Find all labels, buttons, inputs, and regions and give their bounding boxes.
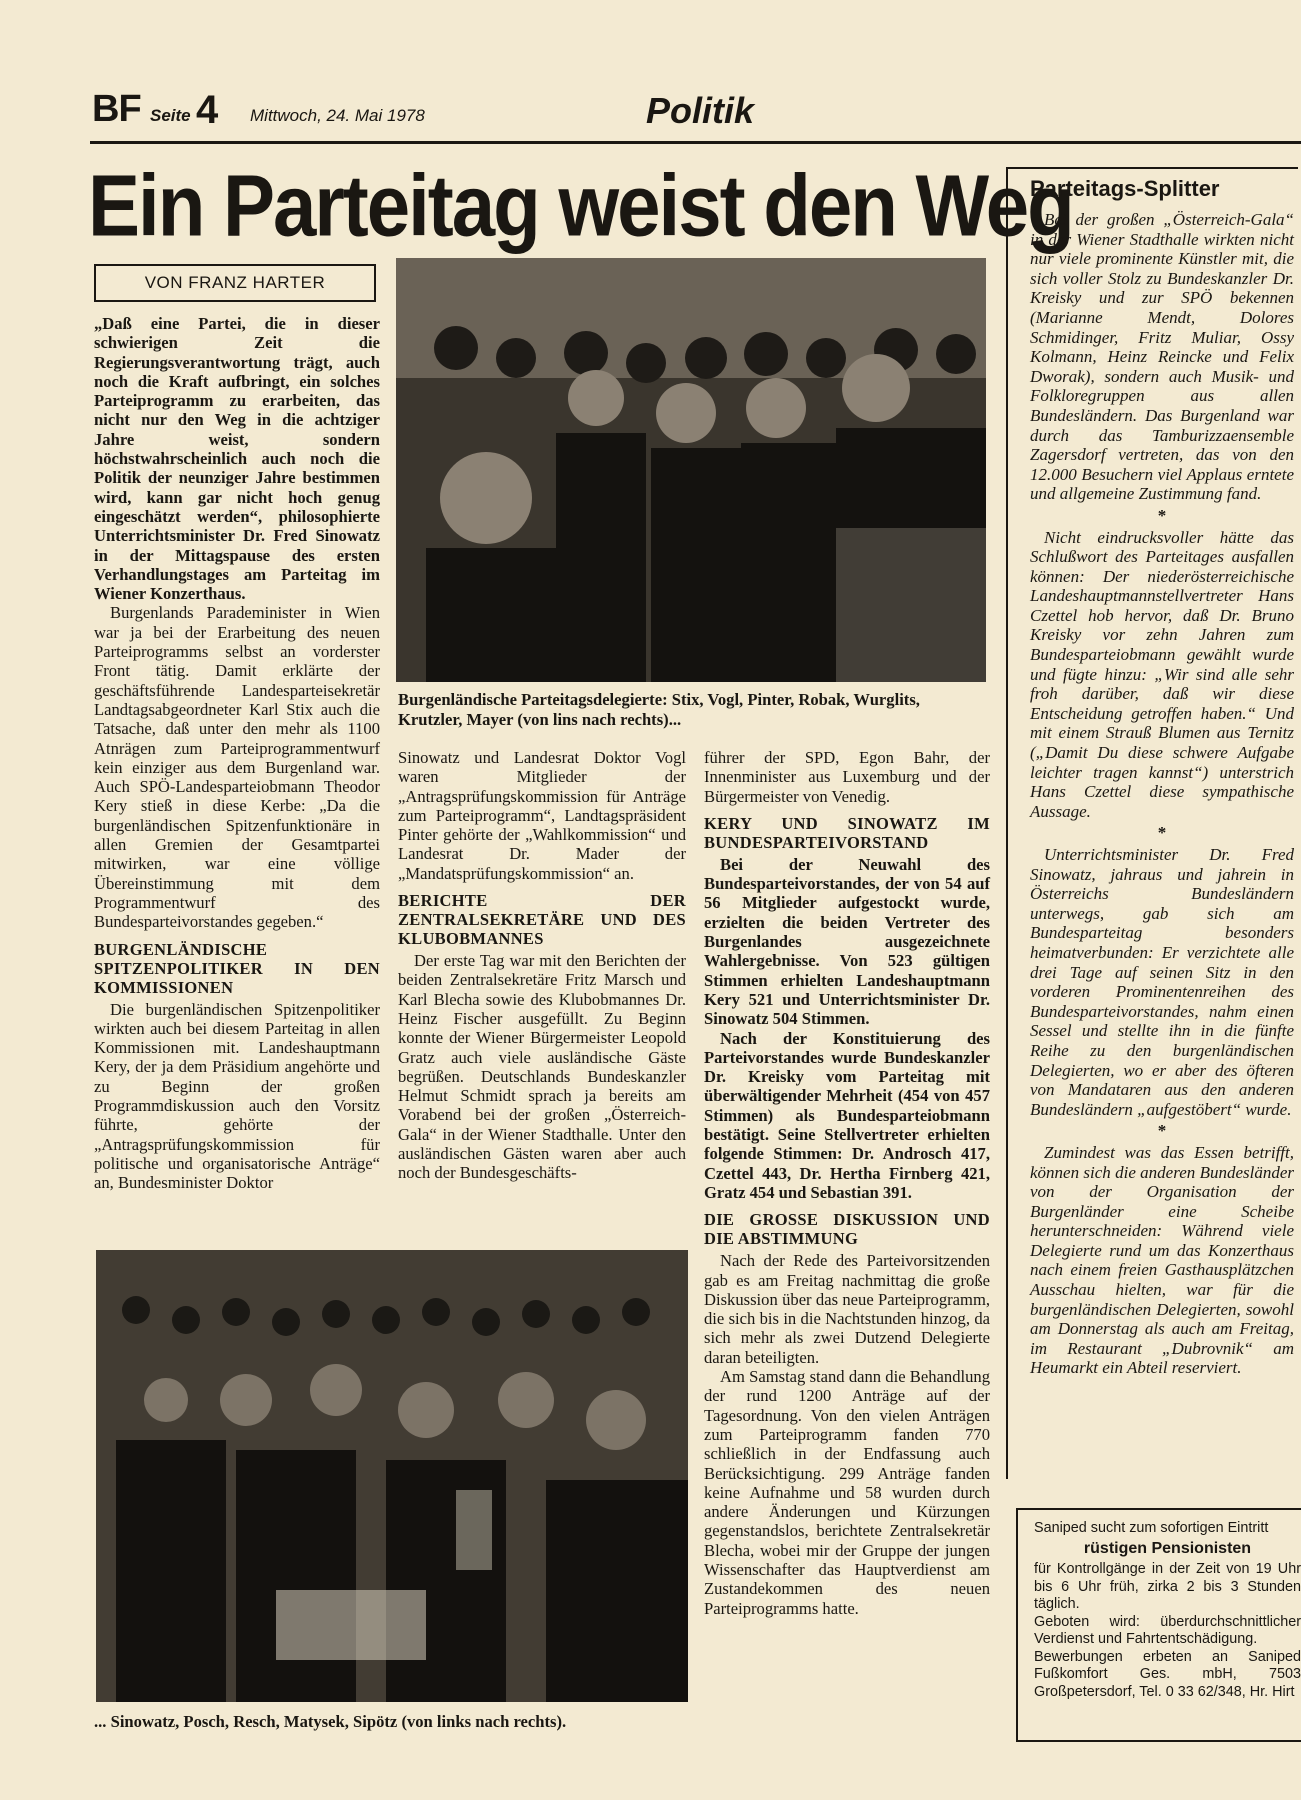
section-title: Politik — [646, 90, 755, 131]
paragraph: Die burgenländischen Spitzenpolitiker wirkten auch bei diesem Parteitag in allen Kommissionen mit. Landeshauptmann Kery, der ja dem Präsidium angehörte und zu Beginn der großen Programmdiskussion auch den Vorsitz führte, gehörte der „Antragsprüfungskommission für politische und organisatorische Anträge“ an, Bundesminister Doktor — [94, 999, 380, 1193]
ad-text: Geboten wird: überdurchschnittlicher Verdienst und Fahrtentschädigung. — [1034, 1613, 1301, 1647]
masthead-rule — [90, 141, 1301, 144]
sidebar-paragraph: Zumindest was das Essen betrifft, können sich die anderen Bundesländer von der Organisation der Burgenländer eine Scheibe herunterschneiden: Während viele Delegierte rund um das Konzerthaus nach einem freien Gasthausplätzchen Ausschau hielten, war für die burgenländischen Delegierten, sowohl am Donnerstag als auch am Freitag, im Restaurant „Dubrovnik“ am Heumarkt ein Abteil reserviert. — [1030, 1142, 1294, 1378]
article-headline: Ein Parteitag weist den Weg — [88, 155, 1073, 255]
paragraph: Bei der Neuwahl des Bundesparteivorstandes, der von 54 auf 56 Mitglieder aufgestockt wurde, erzielten die beiden Vertreter des Burgenlandes ausgezeichnete Wahlergebnisse. Von 523 gültigen Stimmen erhielten Landeshauptmann Kery 521 und Unterrichtsminister Dr. Sinowatz 504 Stimmen. — [704, 854, 990, 1029]
article-column-1 — [94, 314, 380, 1192]
sidebar-title: Parteitags-Splitter — [1030, 176, 1220, 201]
paragraph: Am Samstag stand dann die Behandlung der rund 1200 Anträge auf der Tagesordnung. Von den vielen Anträgen zum Parteiprogramm fanden 770 schließlich in der Endfassung auch Berücksichtigung. 299 Anträge fanden keine Aufnahme und 58 wurden durch andere Änderungen und Kürzungen gegenstandslos, berichtete Zentralsekretär Blecha, wobei mir der Gruppe der jungen Wissenschafter das Hauptverdienst am Zustandekommen des neuen Parteiprogramms hatte. — [704, 1367, 990, 1618]
article-column-3 — [704, 748, 990, 1618]
crowd-photo-illustration — [396, 258, 986, 682]
issue-date: Mittwoch, 24. Mai 1978 — [250, 106, 425, 125]
paragraph: Nach der Rede des Parteivorsitzenden gab es am Freitag nachmittag die große Diskussion über das neue Parteiprogramm, die sich bis in die Nachtstunden hinzog, da sich mehr als zwei Dutzend Delegierte daran beteiligten. — [704, 1251, 990, 1367]
sidebar-paragraph: Nicht eindrucksvoller hätte das Schlußwort des Parteitages ausfallen können: Der niederösterreichische Landeshauptmannstellvertreter Hans Czettel hob hervor, daß Dr. Bruno Kreisky vor zehn Jahren zum Bundesparteiobmann gewählt wurde und fügte hinzu: „Wir sind alle sehr froh darüber, daß wir diese Entscheidung getroffen haben.“ Und mit einem Strauß Blumen aus Ternitz („Damit Du diese schwere Aufgabe leichter tragen kannst“) unterstrich Hans Czettel diese sympathische Aussage. — [1030, 527, 1294, 821]
page-number: 4 — [196, 88, 219, 132]
ad-contact: Bewerbungen erbeten an Saniped Fußkomfort Ges. mbH, 7503 Großpetersdorf, Tel. 0 33 62/348, Hr. Hirt — [1034, 1648, 1301, 1700]
lead-paragraph: „Daß eine Partei, die in dieser schwierigen Zeit die Regierungsverantwortung trägt, auch noch die Kraft aufbringt, ein solches Parteiprogramm zu erarbeiten, das nicht nur den Weg in die achtziger Jahre weist, sondern höchstwahrscheinlich auch noch die Politik der neunziger Jahre bestimmen wird, kann gar nicht hoch genug eingeschätzt werden“, philosophierte Unterrichtsminister Dr. Fred Sinowatz in der Mittagspause des ersten Verhandlungstages am Parteitag im Wiener Konzerthaus. — [94, 314, 380, 604]
paragraph: führer der SPD, Egon Bahr, der Innenminister aus Luxemburg und der Bürgermeister von Venedig. — [704, 748, 990, 806]
subheading: BURGENLÄNDISCHE SPITZENPOLITIKER IN DEN KOMMISSIONEN — [94, 939, 380, 997]
subheading: DIE GROSSE DISKUSSION UND DIE ABSTIMMUNG — [704, 1210, 990, 1249]
newspaper-logo: BF — [92, 88, 141, 130]
subheading: BERICHTE DER ZENTRALSEKRETÄRE UND DES KLUBOBMANNES — [398, 891, 686, 949]
job-advertisement — [1016, 1508, 1301, 1742]
sidebar-paragraph: Unterrichtsminister Dr. Fred Sinowatz, jahraus und jahrein in Österreichs Bundesländern unterwegs, gab sich am Bundesparteitag besonders heimatverbunden: Er verzichtete alle drei Tage auf seinen Sitz in den vorderen Prominentenreihen des Bundesparteivorstandes, nahm einen Sessel und stellte ihn in die fünfte Reihe zu den burgenländischen Delegierten, wo er aber des öfteren von Mandataren aus den anderen Bundesländern „aufgestöbert“ wurde. — [1030, 845, 1294, 1119]
sidebar-text — [1030, 210, 1294, 1378]
separator-star: * — [1157, 505, 1167, 525]
article-byline: VON FRANZ HARTER — [94, 264, 376, 302]
separator-star: * — [1157, 823, 1167, 843]
crowd-photo-illustration — [96, 1250, 688, 1702]
paragraph: Der erste Tag war mit den Berichten der beiden Zentralsekretäre Fritz Marsch und Karl Blecha sowie des Klubobmannes Dr. Heinz Fischer ausgefüllt. Zu Beginn konnte der Wiener Bürgermeister Leopold Gratz auch viele ausländische Gäste begrüßen. Deutschlands Bundeskanzler Helmut Schmidt sprach ja bereits am Vorabend bei der großen „Österreich-Gala“ in der Wiener Stadthalle. Unter den ausländischen Gästen waren aber auch noch der Bundesgeschäfts- — [398, 951, 686, 1183]
subheading: KERY UND SINOWATZ IM BUNDESPARTEIVORSTAND — [704, 813, 990, 852]
top-photo-caption: Burgenländische Parteitagsdelegierte: Stix, Vogl, Pinter, Robak, Wurglits, Krutzler, Mayer (von lins nach rechts)... — [398, 690, 920, 729]
ad-text: für Kontrollgänge in der Zeit von 19 Uhr bis 6 Uhr früh, zirka 2 bis 3 Stunden täglich. — [1034, 1561, 1301, 1612]
separator-star: * — [1157, 1121, 1167, 1141]
sidebar-paragraph: Bei der großen „Österreich-Gala“ in der Wiener Stadthalle wirkten nicht nur viele prominente Künstler mit, die sich voller Stolz zu Bundeskanzler Dr. Kreisky und zur SPÖ bekennen (Marianne Mendt, Dolores Schmidinger, Fritz Muliar, Ossy Kolmann, Heinz Reincke und Felix Dworak), sondern auch Musik- und Folkloregruppen aus allen Bundesländern. Das Burgenland war durch das Tamburizzaensemble Zagersdorf vertreten, das von den 12.000 Besuchern viel Applaus erntete und allgemeine Zustimmung fand. — [1030, 210, 1294, 504]
delegates-photo-bottom — [96, 1250, 688, 1702]
ad-title: rüstigen Pensionisten — [1083, 1539, 1252, 1557]
delegates-photo-top — [396, 258, 986, 682]
bottom-photo-caption: ... Sinowatz, Posch, Resch, Matysek, Sipötz (von links nach rechts). — [94, 1712, 567, 1731]
paragraph: Nach der Konstituierung des Parteivorstandes wurde Bundeskanzler Dr. Kreisky vom Parteitag mit überwältigender Mehrheit (454 von 457 Stimmen) als Bundesparteiobmann bestätigt. Seine Stellvertreter erhielten folgende Stimmen: Dr. Androsch 417, Czettel 443, Dr. Hertha Firnberg 421, Gratz 454 und Sebastian 391. — [704, 1028, 990, 1202]
ad-intro: Saniped sucht zum sofortigen Eintritt — [1034, 1520, 1269, 1536]
article-column-2 — [398, 748, 686, 1183]
paragraph: Burgenlands Parademinister in Wien war ja bei der Erarbeitung des neuen Parteiprogramms selbst an vorderster Front tätig. Damit erklärte der geschäftsführende Landesparteisekretär Landtagsabgeordneter Karl Stix auch die Tatsache, daß unter den mehr als 1100 Atnrägen zum Parteiprogrammentwurf kein einziger aus dem Burgenland war. Auch SPÖ-Landesparteiobmann Theodor Kery stieß in diese Kerbe: „Da die burgenländischen Spitzenfunktionäre in allen Gremien der Gesamtpartei mitwirken, war eine völlige Übereinstimmung mit dem Programmentwurf des Bundesparteivorstandes gegeben.“ — [94, 603, 380, 932]
paragraph: Sinowatz und Landesrat Doktor Vogl waren Mitglieder der „Antragsprüfungskommission für Anträge zum Parteiprogramm“, Landtagspräsident Pinter gehörte der „Wahlkommission“ und Landesrat Dr. Mader der „Mandatsprüfungskommission“ an. — [398, 748, 686, 883]
page-label: Seite — [150, 106, 191, 125]
